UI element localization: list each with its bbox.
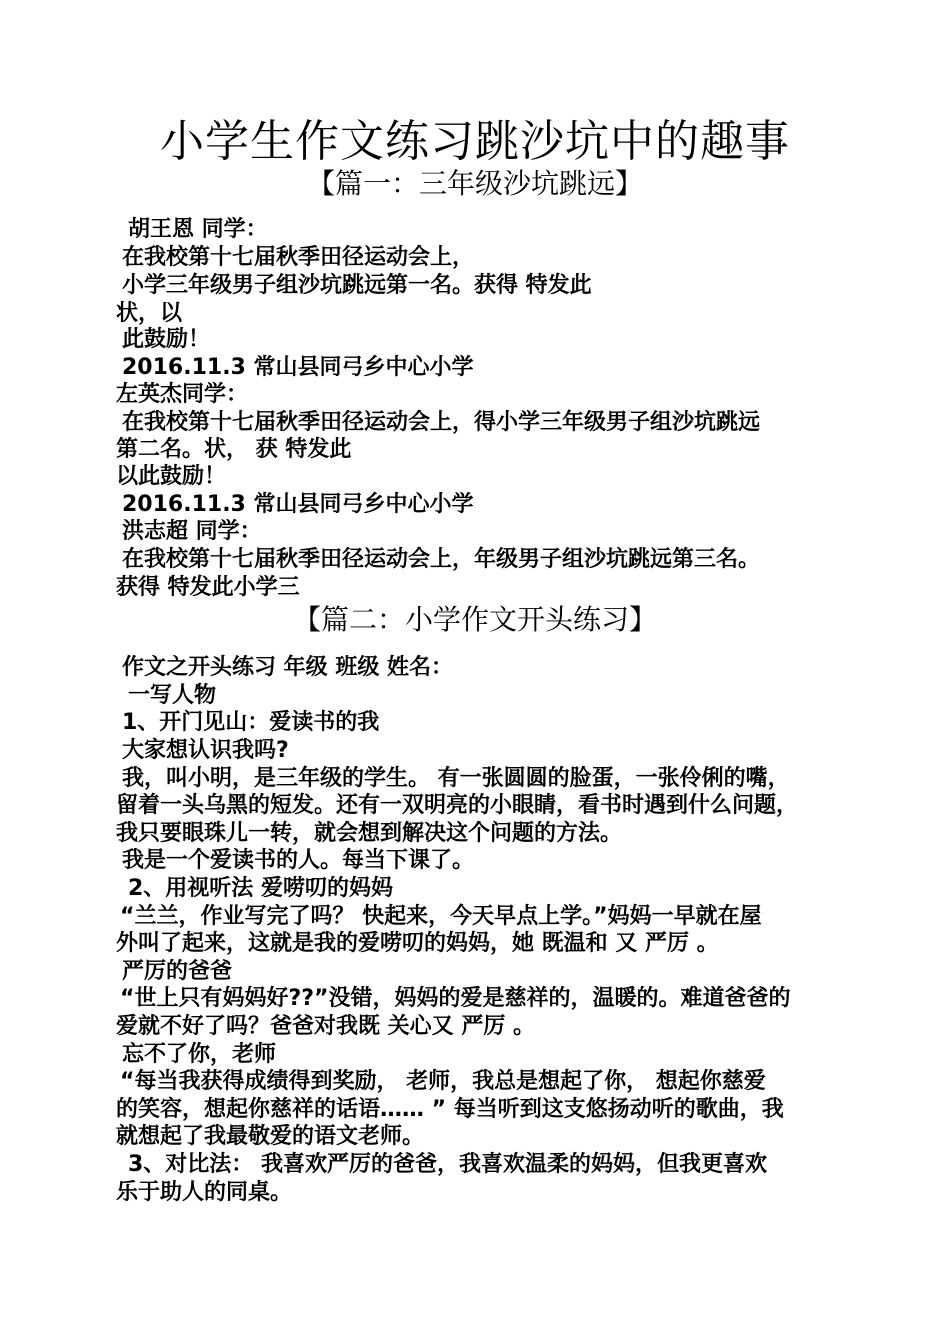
text-line: 乐于助人的同桌。: [116, 1180, 293, 1205]
text-line: 的笑容，想起你慈祥的话语…… ” 每当听到这支悠扬动听的歌曲，我: [116, 1097, 784, 1122]
text-line: 第二名。状， 获 特发此: [116, 437, 352, 462]
text-line: 严厉的爸爸: [122, 959, 233, 984]
text-line: “世上只有妈妈好??”没错，妈妈的爱是慈祥的，温暖的。难道爸爸的: [120, 986, 791, 1011]
text-line: 2016.11.3 常山县同弓乡中心小学: [122, 355, 474, 380]
text-line: 我，叫小明，是三年级的学生。 有一张圆圆的脸蛋，一张伶俐的嘴，: [122, 766, 790, 791]
text-line: 状，以: [116, 301, 183, 326]
text-line: 就想起了我最敬爱的语文老师。: [116, 1124, 425, 1149]
text-line: 此鼓励！: [122, 327, 211, 352]
text-line: 忘不了你，老师: [122, 1042, 277, 1067]
text-line: “兰兰，作业写完了吗？ 快起来，今天早点上学。”妈妈一早就在屋: [120, 904, 762, 929]
text-line: 在我校第十七届秋季田径运动会上，得小学三年级男子组沙坑跳远: [122, 410, 761, 435]
text-line: 一写人物: [128, 683, 217, 708]
text-line: 胡王恩 同学：: [128, 217, 268, 242]
text-line: “每当我获得成绩得到奖励， 老师，我总是想起了你， 想起你慈爱: [120, 1069, 766, 1094]
text-line: 大家想认识我吗?: [122, 738, 289, 763]
text-line: 在我校第十七届秋季田径运动会上，: [122, 245, 475, 270]
text-line: 留着一头乌黑的短发。还有一双明亮的小眼睛，看书时遇到什么问题，: [116, 793, 799, 818]
section-heading-2: 【篇二：小学作文开头练习】: [292, 603, 657, 636]
text-line: 以此鼓励！: [116, 464, 227, 489]
text-line: 爱就不好了吗？爸爸对我既 关心又 严厉 。: [116, 1014, 535, 1039]
text-line: 1、开门见山：爱读书的我: [122, 710, 380, 735]
text-line: 我只要眼珠儿一转，就会想到解决这个问题的方法。: [116, 821, 623, 846]
text-line: 获得 特发此小学三: [116, 575, 300, 600]
text-line: 我是一个爱读书的人。每当下课了。: [122, 848, 475, 873]
text-line: 洪志超 同学：: [122, 519, 262, 544]
text-line: 2、用视听法 爱唠叨的妈妈: [128, 876, 393, 901]
text-line: 作文之开头练习 年级 班级 姓名：: [122, 655, 453, 680]
text-line: 左英杰同学：: [116, 382, 249, 407]
document-title: 小学生作文练习跳沙坑中的趣事: [160, 116, 790, 167]
text-line: 在我校第十七届秋季田径运动会上，年级男子组沙坑跳远第三名。: [122, 547, 761, 572]
text-line: 3、对比法： 我喜欢严厉的爸爸，我喜欢温柔的妈妈，但我更喜欢: [128, 1152, 767, 1177]
text-line: 2016.11.3 常山县同弓乡中心小学: [122, 492, 474, 517]
text-line: 小学三年级男子组沙坑跳远第一名。获得 特发此: [122, 273, 592, 298]
text-line: 外叫了起来，这就是我的爱唠叨的妈妈，她 既温和 又 严厉 。: [116, 931, 719, 956]
section-heading-1: 【篇一：三年级沙坑跳远】: [306, 167, 643, 200]
